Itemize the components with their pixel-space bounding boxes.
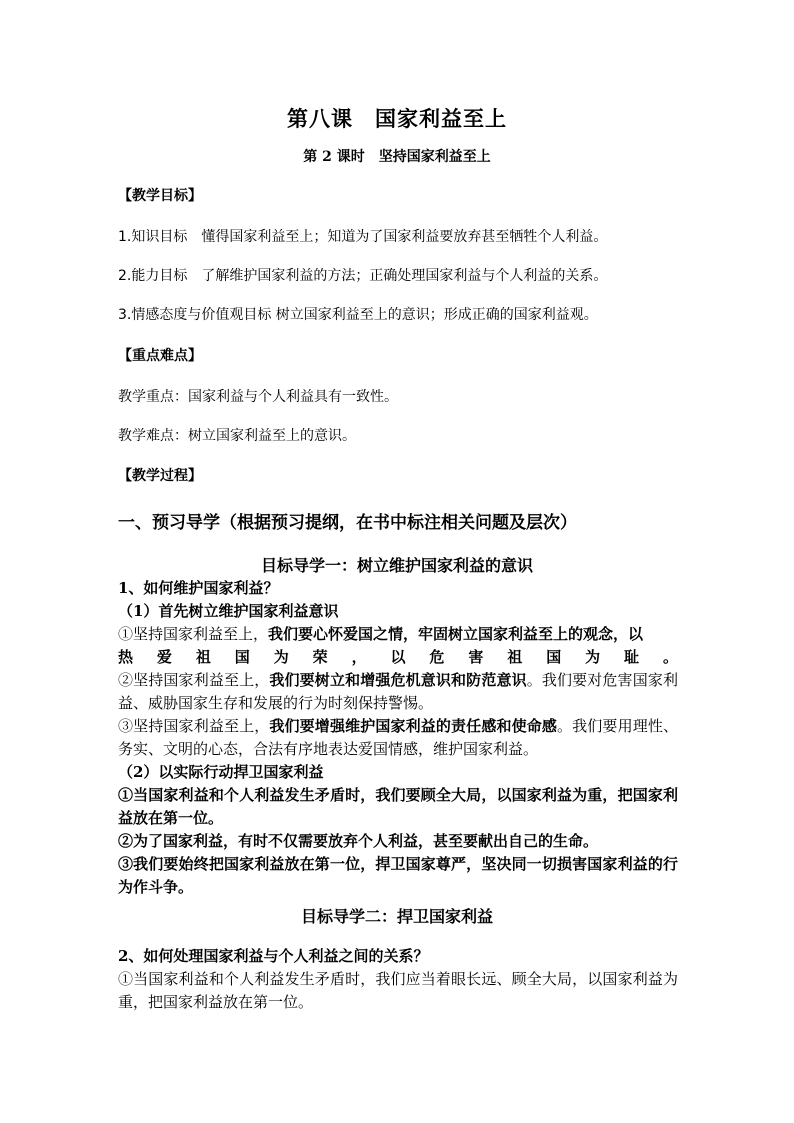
goals-heading: 【教学目标】: [118, 188, 202, 204]
subsection-1: （1）首先树立维护国家利益意识: [118, 602, 339, 620]
point-4: ①当国家利益和个人利益发生矛盾时，我们要顾全大局，以国家利益为重，把国家利益放在第一位。: [118, 786, 678, 827]
page-subtitle: 第 2 课时 坚持国家利益至上: [303, 149, 491, 165]
goal-emotion: 3.情感态度与价值观目标 树立国家利益至上的意识；形成正确的国家利益观。: [118, 307, 598, 323]
point-1-continued: 热 爱 祖 国 为 荣 ， 以 危 害 祖 国 为 耻 。: [118, 648, 678, 666]
guide2-body: [118, 945, 678, 1014]
point-5: ②为了国家利益，有时不仅需要放弃个人利益，甚至要献出自己的生命。: [118, 832, 599, 850]
guide2-heading: 目标导学二：捍卫国家利益: [300, 907, 493, 926]
subsection-2: （2）以实际行动捍卫国家利益: [118, 763, 324, 781]
question-1: 1、如何维护国家利益？: [118, 579, 279, 597]
process-heading: 【教学过程】: [118, 468, 202, 484]
preview-heading: 一、预习导学（根据预习提纲，在书中标注相关问题及层次）: [118, 513, 577, 533]
key-point: 教学重点：国家利益与个人利益具有一致性。: [118, 389, 398, 405]
key-heading: 【重点难点】: [118, 348, 202, 364]
guide1-heading: 目标导学一：树立维护国家利益的意识: [260, 556, 533, 575]
point-3: ③坚持国家利益至上，我们要增强维护国家利益的责任感和使命感。我们要用理性、务实、文明的心态，合法有序地表达爱国情感，维护国家利益。: [118, 717, 678, 758]
point-6: ③我们要始终把国家利益放在第一位，捍卫国家尊严，坚决同一切损害国家利益的行为作斗争。: [118, 855, 678, 896]
point-1: ①坚持国家利益至上，我们要心怀爱国之情，牢固树立国家利益至上的观念，以: [118, 625, 644, 643]
difficult-point: 教学难点：树立国家利益至上的意识。: [118, 428, 356, 444]
question-2: 2、如何处理国家利益与个人利益之间的关系？: [118, 947, 429, 965]
goal-ability: 2.能力目标 了解维护国家利益的方法；正确处理国家利益与个人利益的关系。: [118, 268, 608, 284]
guide1-body: [118, 577, 678, 899]
point-2: ②坚持国家利益至上，我们要树立和增强危机意识和防范意识。我们要对危害国家利益、威胁国家生存和发展的行为时刻保持警惕。: [118, 671, 678, 712]
relation-point-1: ①当国家利益和个人利益发生矛盾时，我们应当着眼长远、顾全大局，以国家利益为重，把国家利益放在第一位。: [118, 970, 678, 1011]
goal-knowledge: 1.知识目标 懂得国家利益至上；知道为了国家利益要放弃甚至牺牲个人利益。: [118, 229, 608, 245]
page-title: 第八课 国家利益至上: [287, 106, 507, 131]
